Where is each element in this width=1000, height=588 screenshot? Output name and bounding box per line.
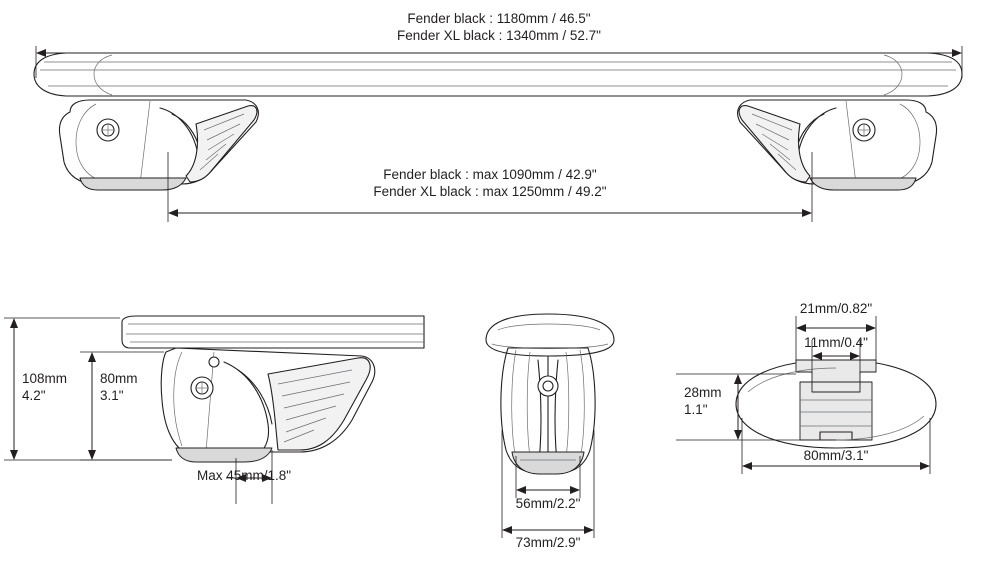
right-foot-assembly — [738, 100, 937, 190]
label-section-height-line1: 28mm — [684, 385, 722, 400]
dim-section-width — [742, 418, 930, 474]
label-total-height-line1: 108mm — [22, 371, 68, 386]
label-pad-width: Max 45mm/1.8" — [197, 468, 292, 483]
label-bar-height-line1: 80mm — [100, 371, 138, 386]
label-slot-outer: 21mm/0.82" — [799, 301, 873, 316]
dim-foot-inner-width — [516, 456, 580, 498]
left-foot-assembly — [59, 100, 258, 190]
label-foot-inner-width: 56mm/2.2" — [515, 496, 581, 511]
dim-overall-length — [36, 46, 962, 78]
label-bar-height-line2: 3.1" — [100, 388, 124, 403]
dim-foot-outer-width — [502, 430, 594, 538]
label-spread-line2: Fender XL black : max 1250mm / 49.2" — [373, 184, 607, 199]
label-overall-length-line1: Fender black : 1180mm / 46.5" — [407, 11, 591, 26]
dim-bar-height — [80, 352, 172, 460]
label-overall-length-line2: Fender XL black : 1340mm / 52.7" — [397, 28, 601, 43]
label-spread-line1: Fender black : max 1090mm / 42.9" — [383, 167, 597, 182]
label-foot-outer-width: 73mm/2.9" — [515, 535, 581, 550]
label-section-width: 80mm/3.1" — [803, 448, 869, 463]
label-section-height-line2: 1.1" — [684, 402, 708, 417]
label-total-height-line2: 4.2" — [22, 388, 46, 403]
label-slot-inner: 11mm/0.4" — [804, 335, 868, 350]
